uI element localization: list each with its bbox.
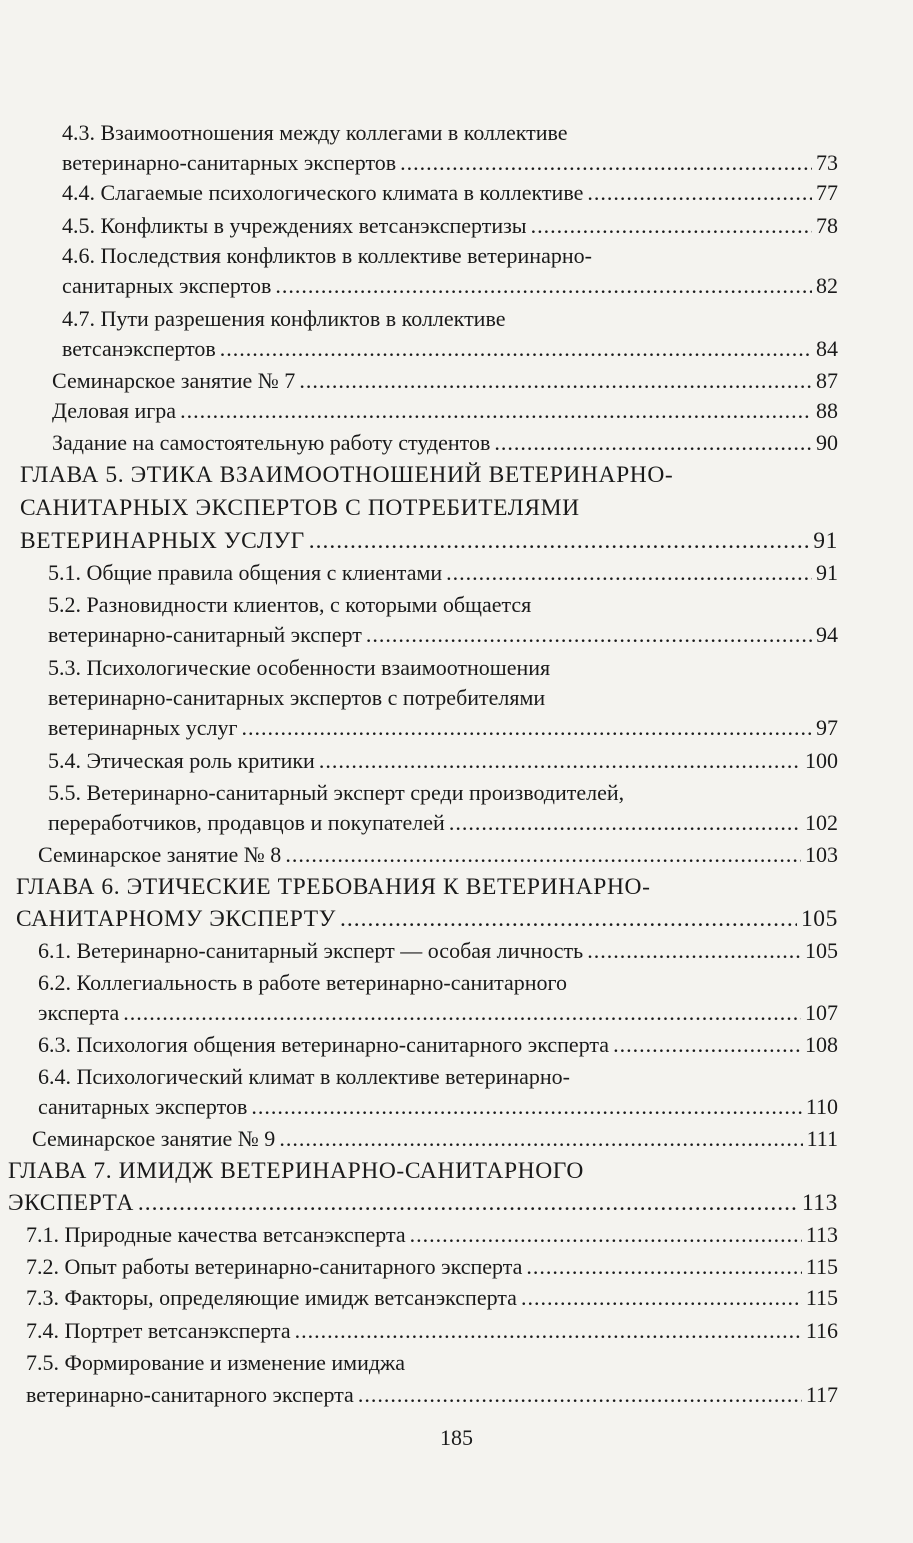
toc-entry-title: переработчиков, продавцов и покупателей (48, 810, 445, 835)
toc-entry-title: 6.2. Коллегиальность в работе ветеринарно-санитарного (38, 970, 567, 995)
toc-entry-line (38, 1062, 570, 1092)
toc-dot-leader (123, 998, 801, 1028)
toc-page-number: 115 (805, 1285, 838, 1310)
toc-dot-leader (526, 1252, 801, 1282)
toc-dot-leader (400, 148, 812, 178)
toc-entry-line (52, 428, 838, 458)
toc-entry-title: Деловая игра (52, 398, 177, 423)
toc-page-number: 108 (805, 1032, 838, 1057)
toc-entry-title: 5.5. Ветеринарно-санитарный эксперт среди производителей, (48, 780, 625, 805)
toc-entry-title: 7.2. Опыт работы ветеринарно-санитарного эксперта (26, 1254, 523, 1279)
toc-page-number: 97 (816, 715, 838, 740)
toc-page-number: 110 (805, 1094, 838, 1119)
toc-dot-leader (251, 1092, 801, 1122)
toc-dot-leader (275, 271, 812, 301)
toc-entry-line (38, 936, 838, 966)
toc-entry-line (26, 1380, 838, 1410)
toc-dot-leader (410, 1220, 802, 1250)
toc-dot-leader (613, 1030, 801, 1060)
toc-entry-line (48, 778, 624, 808)
toc-chapter-line (8, 1188, 838, 1218)
toc-entry-title: ВЕТЕРИНАРНЫХ УСЛУГ (20, 528, 305, 554)
toc-page-number: 73 (816, 150, 838, 175)
toc-entry-line (62, 241, 592, 271)
toc-dot-leader (340, 904, 797, 934)
toc-dot-leader (279, 1124, 802, 1154)
toc-page-number: 102 (805, 810, 838, 835)
toc-page-number: 115 (805, 1254, 838, 1279)
toc-entry-title: 7.1. Природные качества ветсанэксперта (26, 1222, 406, 1247)
toc-entry-line (48, 713, 838, 743)
toc-entry-title: ветеринарно-санитарный эксперт (48, 622, 362, 647)
toc-page-number: 107 (805, 1000, 838, 1025)
toc-page-number: 105 (805, 938, 838, 963)
toc-dot-leader (449, 808, 801, 838)
toc-entry-line (26, 1283, 838, 1313)
toc-entry-title: ГЛАВА 5. ЭТИКА ВЗАИМООТНОШЕНИЙ ВЕТЕРИНАРНО- (20, 462, 674, 488)
toc-entry-title: 4.7. Пути разрешения конфликтов в коллективе (62, 306, 506, 331)
toc-chapter-line (16, 904, 838, 934)
toc-dot-leader (242, 713, 812, 743)
toc-entry-title: САНИТАРНЫХ ЭКСПЕРТОВ С ПОТРЕБИТЕЛЯМИ (20, 495, 580, 521)
toc-dot-leader (366, 620, 812, 650)
toc-page-number: 113 (805, 1222, 838, 1247)
toc-entry-title: 4.5. Конфликты в учреждениях ветсанэкспертизы (62, 213, 527, 238)
toc-entry-title: санитарных экспертов (38, 1094, 248, 1119)
toc-entry-title: 4.3. Взаимоотношения между коллегами в коллективе (62, 120, 568, 145)
toc-dot-leader (521, 1283, 802, 1313)
toc-entry-title: Задание на самостоятельную работу студентов (52, 430, 491, 455)
toc-page-number: 113 (801, 1190, 838, 1216)
toc-entry-line (62, 178, 838, 208)
toc-entry-line (38, 840, 838, 870)
toc-page-number: 116 (805, 1318, 838, 1343)
toc-dot-leader (531, 211, 812, 241)
toc-entry-line (32, 1124, 838, 1154)
toc-entry-title: ветеринарно-санитарных экспертов (62, 150, 397, 175)
toc-entry-line (38, 998, 838, 1028)
toc-entry-title: 5.2. Разновидности клиентов, с которыми общается (48, 592, 532, 617)
toc-entry-title: 4.6. Последствия конфликтов в коллективе ветеринарно- (62, 243, 592, 268)
toc-entry-title: 5.1. Общие правила общения с клиентами (48, 560, 443, 585)
toc-chapter-line (16, 872, 651, 902)
toc-entry-title: Семинарское занятие № 9 (32, 1126, 276, 1151)
toc-entry-line (38, 1030, 838, 1060)
toc-entry-title: САНИТАРНОМУ ЭКСПЕРТУ (16, 906, 336, 932)
toc-entry-line (62, 271, 838, 301)
toc-chapter-line (20, 526, 838, 556)
toc-entry-line (62, 211, 838, 241)
toc-entry-title: ветеринарно-санитарных экспертов с потребителями (48, 685, 546, 710)
toc-page-number: 111 (806, 1126, 838, 1151)
toc-page-number: 87 (816, 368, 838, 393)
toc-dot-leader (285, 840, 801, 870)
toc-entry-title: 7.3. Факторы, определяющие имидж ветсанэксперта (26, 1285, 517, 1310)
toc-entry-title: 7.4. Портрет ветсанэксперта (26, 1318, 291, 1343)
toc-page-number: 88 (816, 398, 838, 423)
toc-entry-line (62, 118, 568, 148)
toc-page-number: 91 (813, 528, 838, 554)
toc-entry-title: эксперта (38, 1000, 120, 1025)
toc-page-number: 117 (805, 1382, 838, 1407)
toc-entry-line (38, 968, 567, 998)
toc-page-number: 77 (816, 180, 838, 205)
toc-entry-line (52, 366, 838, 396)
toc-dot-leader (587, 178, 812, 208)
toc-dot-leader (220, 334, 812, 364)
toc-entry-line (26, 1252, 838, 1282)
toc-entry-title: 4.4. Слагаемые психологического климата в коллективе (62, 180, 584, 205)
toc-entry-title: ветеринарно-санитарного эксперта (26, 1382, 354, 1407)
toc-entry-line (26, 1348, 405, 1378)
toc-entry-line (48, 653, 550, 683)
toc-chapter-line (20, 493, 580, 523)
toc-dot-leader (446, 558, 812, 588)
toc-page-number: 78 (816, 213, 838, 238)
toc-dot-leader (587, 936, 801, 966)
toc-page-number: 103 (805, 842, 838, 867)
toc-dot-leader (358, 1380, 802, 1410)
toc-dot-leader (138, 1188, 798, 1218)
toc-entry-line (26, 1220, 838, 1250)
toc-entry-line (62, 334, 838, 364)
toc-dot-leader (180, 396, 812, 426)
toc-entry-title: ГЛАВА 6. ЭТИЧЕСКИЕ ТРЕБОВАНИЯ К ВЕТЕРИНАРНО- (16, 874, 651, 900)
toc-page-number: 100 (805, 748, 838, 773)
toc-entry-title: 6.3. Психология общения ветеринарно-санитарного эксперта (38, 1032, 610, 1057)
toc-entry-line (62, 304, 505, 334)
toc-entry-line (48, 683, 545, 713)
toc-dot-leader (299, 366, 812, 396)
toc-entry-title: 6.1. Ветеринарно-санитарный эксперт — особая личность (38, 938, 584, 963)
toc-entry-title: 5.3. Психологические особенности взаимоотношения (48, 655, 551, 680)
toc-entry-title: санитарных экспертов (62, 273, 272, 298)
toc-entry-title: ветеринарных услуг (48, 715, 238, 740)
toc-dot-leader (295, 1316, 802, 1346)
toc-chapter-line (8, 1156, 584, 1186)
toc-chapter-line (20, 460, 673, 490)
toc-entry-line (38, 1092, 838, 1122)
toc-entry-line (48, 590, 531, 620)
toc-entry-title: Семинарское занятие № 8 (38, 842, 282, 867)
toc-entry-line (26, 1316, 838, 1346)
toc-entry-line (48, 558, 838, 588)
toc-dot-leader (319, 746, 801, 776)
toc-page-number: 91 (816, 560, 838, 585)
toc-entry-title: ЭКСПЕРТА (8, 1190, 134, 1216)
toc-page-number: 84 (816, 336, 838, 361)
toc-entry-line (48, 808, 838, 838)
toc-page-number: 82 (816, 273, 838, 298)
toc-dot-leader (494, 428, 812, 458)
toc-entry-title: 6.4. Психологический климат в коллективе ветеринарно- (38, 1064, 570, 1089)
toc-dot-leader (309, 526, 810, 556)
toc-entry-line (48, 746, 838, 776)
toc-entry-line (48, 620, 838, 650)
page-number: 185 (440, 1425, 473, 1450)
toc-entry-title: Семинарское занятие № 7 (52, 368, 296, 393)
toc-entry-title: 7.5. Формирование и изменение имиджа (26, 1350, 406, 1375)
toc-entry-line (52, 396, 838, 426)
toc-entry-line (62, 148, 838, 178)
toc-page-number: 90 (816, 430, 838, 455)
toc-page-number: 105 (800, 906, 838, 932)
toc-entry-title: ГЛАВА 7. ИМИДЖ ВЕТЕРИНАРНО-САНИТАРНОГО (8, 1158, 584, 1184)
toc-page-number: 94 (816, 622, 838, 647)
toc-entry-title: ветсанэкспертов (62, 336, 216, 361)
toc-entry-title: 5.4. Этическая роль критики (48, 748, 315, 773)
